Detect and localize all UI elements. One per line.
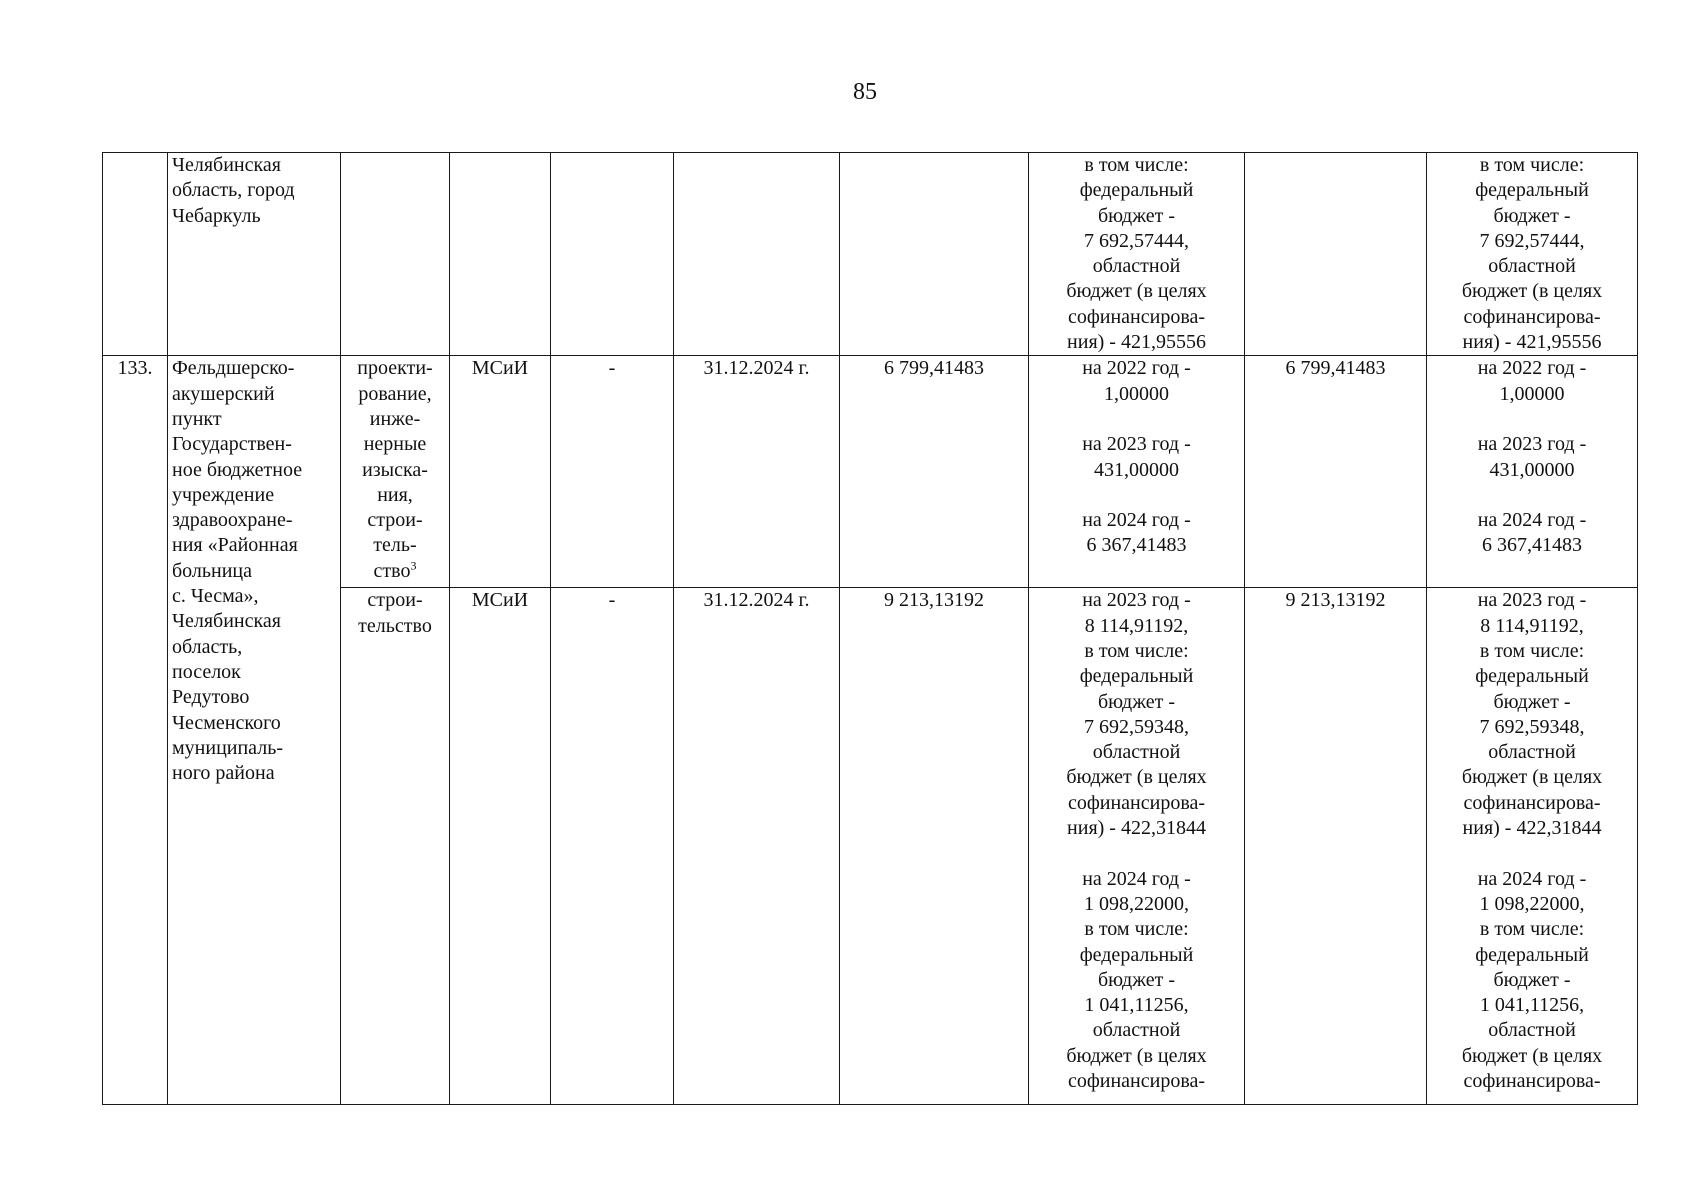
- page-number: 85: [853, 79, 877, 105]
- investment-objects-table: [102, 152, 1638, 1105]
- cell-total: [1245, 153, 1427, 356]
- cell-organization: МСиИ: [450, 356, 551, 588]
- cell-deadline: 31.12.2024 г.: [674, 588, 840, 1105]
- cell-work-type: [341, 356, 450, 588]
- cell-organization: [450, 153, 551, 356]
- cell-financing: в том числе: федеральный бюджет - 7 692,57444, областной бюджет (в целях софинансирова- ния) - 421,95556: [1029, 153, 1245, 356]
- cell-dash: -: [551, 356, 674, 588]
- cell-financing-total: в том числе: федеральный бюджет - 7 692,57444, областной бюджет (в целях софинансирова- ния) - 421,95556: [1427, 153, 1638, 356]
- cell-work-type: строи- тельство: [341, 588, 450, 1105]
- cell-total: 9 213,13192: [1245, 588, 1427, 1105]
- cell-cost: 9 213,13192: [840, 588, 1029, 1105]
- cell-object-name: Фельдшерско- акушерский пункт Государствен- ное бюджетное учреждение здравоохране- ния «Районная больница с. Чесма», Челябинская область, поселок Редутово Чесменского муниципаль- ного района: [168, 356, 341, 1105]
- cell-cost: [840, 153, 1029, 356]
- work-type-text: проекти- рование, инже- нерные изыска- ния, строи- тель- ство: [357, 357, 433, 582]
- footnote-marker: 3: [410, 558, 417, 573]
- cell-total: 6 799,41483: [1245, 356, 1427, 588]
- cell-deadline: 31.12.2024 г.: [674, 356, 840, 588]
- cell-deadline: [674, 153, 840, 356]
- cell-dash: -: [551, 588, 674, 1105]
- cell-work-type: [341, 153, 450, 356]
- cell-cost: 6 799,41483: [840, 356, 1029, 588]
- cell-number: 133.: [103, 356, 168, 1105]
- cell-financing-total: на 2023 год - 8 114,91192, в том числе: федеральный бюджет - 7 692,59348, областной бюджет (в целях софинансирова- ния) - 422,31844 на 2024 год - 1 098,22000, в том числе: федеральный бюджет - 1 041,11256, областной бюджет (в целях софинансирова-: [1427, 588, 1638, 1105]
- table-row-item-133-design: [103, 356, 1638, 588]
- cell-financing-total: на 2022 год - 1,00000 на 2023 год - 431,00000 на 2024 год - 6 367,41483: [1427, 356, 1638, 588]
- cell-financing: на 2022 год - 1,00000 на 2023 год - 431,00000 на 2024 год - 6 367,41483: [1029, 356, 1245, 588]
- table-row-continuation: [103, 153, 1638, 356]
- cell-number: [103, 153, 168, 356]
- cell-financing: на 2023 год - 8 114,91192, в том числе: федеральный бюджет - 7 692,59348, областной бюджет (в целях софинансирова- ния) - 422,31844 на 2024 год - 1 098,22000, в том числе: федеральный бюджет - 1 041,11256, областной бюджет (в целях софинансирова-: [1029, 588, 1245, 1105]
- cell-dash: [551, 153, 674, 356]
- cell-organization: МСиИ: [450, 588, 551, 1105]
- cell-object-name: Челябинская область, город Чебаркуль: [168, 153, 341, 356]
